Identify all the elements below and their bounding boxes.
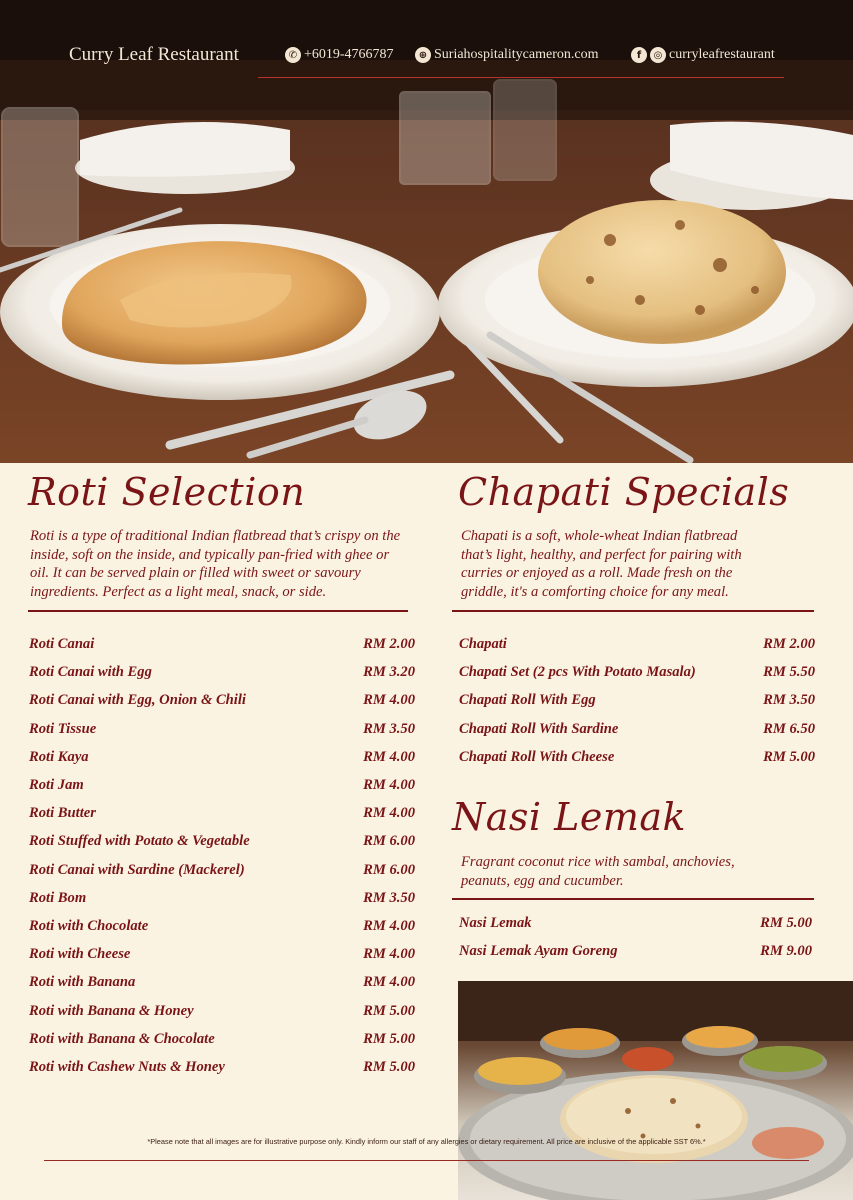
menu-item-name: Roti with Banana & Chocolate xyxy=(29,1030,215,1047)
header-divider xyxy=(258,77,784,78)
menu-item-row xyxy=(29,974,415,991)
menu-item-name: Chapati Roll With Egg xyxy=(459,692,596,709)
site-header xyxy=(0,0,853,86)
nasi-lemak-divider xyxy=(452,898,814,900)
nasi-lemak-description-line: Fragrant coconut rice with sambal, anchovies, xyxy=(461,854,735,870)
menu-item-price: RM 4.00 xyxy=(363,946,415,963)
menu-item-price: RM 4.00 xyxy=(363,748,415,765)
menu-item-row xyxy=(459,943,812,960)
chapati-divider xyxy=(452,610,814,612)
menu-item-price: RM 5.00 xyxy=(363,1030,415,1047)
menu-item-price: RM 2.00 xyxy=(763,636,815,652)
menu-item-row xyxy=(459,915,812,932)
menu-item-price: RM 6.00 xyxy=(363,861,415,878)
menu-item-row xyxy=(29,833,415,850)
website-url: Suriahospitalitycameron.com xyxy=(434,47,599,62)
menu-item-name: Roti with Banana & Honey xyxy=(29,1002,194,1019)
nasi-lemak-section-title: Nasi Lemak xyxy=(452,795,687,839)
menu-item-name: Chapati Set (2 pcs With Potato Masala) xyxy=(459,664,696,681)
menu-item-price: RM 4.00 xyxy=(363,777,415,793)
menu-item-price: RM 3.50 xyxy=(363,889,415,906)
menu-item-price: RM 3.20 xyxy=(363,664,415,681)
menu-item-name: Roti Stuffed with Potato & Vegetable xyxy=(29,833,250,850)
menu-item-name: Nasi Lemak xyxy=(459,915,532,931)
menu-item-name: Roti Canai with Egg, Onion & Chili xyxy=(29,692,246,709)
menu-item-name: Roti Canai with Sardine (Mackerel) xyxy=(29,861,245,878)
menu-item-row xyxy=(29,1059,415,1076)
thali-platter-illustration xyxy=(458,981,853,1200)
menu-item-row xyxy=(459,664,815,681)
menu-item-row xyxy=(29,664,415,681)
menu-item-row xyxy=(29,777,415,794)
menu-item-row xyxy=(29,890,415,907)
menu-item-name: Chapati Roll With Sardine xyxy=(459,720,619,737)
menu-item-price: RM 5.00 xyxy=(763,748,815,765)
facebook-icon[interactable]: f xyxy=(631,47,647,63)
menu-item-name: Nasi Lemak Ayam Goreng xyxy=(459,943,618,960)
roti-description-line: oil. It can be served plain or filled with sweet or savoury xyxy=(30,565,361,582)
menu-item-row xyxy=(29,946,415,963)
menu-item-row xyxy=(29,862,415,879)
roti-description-line: Roti is a type of traditional Indian flatbread that’s crispy on the xyxy=(30,528,401,544)
menu-item-price: RM 6.50 xyxy=(763,720,815,737)
menu-item-row xyxy=(29,636,415,653)
roti-description-line: ingredients. Perfect as a light meal, snack, or side. xyxy=(30,583,327,600)
whatsapp-icon: ✆ xyxy=(285,47,301,63)
instagram-icon[interactable]: ◎ xyxy=(650,47,666,63)
menu-item-price: RM 5.00 xyxy=(760,915,812,931)
menu-item-name: Roti with Cashew Nuts & Honey xyxy=(29,1059,225,1075)
roti-divider xyxy=(28,610,408,612)
website-contact[interactable] xyxy=(415,47,598,63)
menu-item-row xyxy=(29,1003,415,1020)
menu-item-name: Roti Canai with Egg xyxy=(29,664,152,681)
chapati-section-title: Chapati Specials xyxy=(458,470,790,514)
menu-item-row xyxy=(29,918,415,935)
menu-item-name: Chapati xyxy=(459,636,507,652)
menu-item-name: Roti Butter xyxy=(29,805,96,822)
menu-item-row xyxy=(29,1031,415,1048)
menu-item-name: Roti Bom xyxy=(29,889,87,906)
chapati-description-line: griddle, it's a comforting choice for any meal. xyxy=(461,583,729,600)
menu-item-price: RM 5.00 xyxy=(363,1059,415,1075)
social-contact[interactable] xyxy=(631,47,775,63)
menu-item-price: RM 2.00 xyxy=(363,636,415,652)
menu-item-row xyxy=(29,692,415,709)
menu-item-row xyxy=(29,721,415,738)
menu-item-price: RM 9.00 xyxy=(760,943,812,960)
menu-item-row xyxy=(459,692,815,709)
roti-description xyxy=(30,527,430,601)
menu-item-name: Roti Jam xyxy=(29,777,84,793)
restaurant-name: Curry Leaf Restaurant xyxy=(69,44,239,65)
nasi-lemak-description-line: peanuts, egg and cucumber. xyxy=(461,872,624,889)
chapati-description-line: that’s light, healthy, and perfect for pairing with xyxy=(461,546,742,563)
hero-photo xyxy=(0,0,853,463)
globe-icon: ⊕ xyxy=(415,47,431,63)
chapati-description-line: Chapati is a soft, whole-wheat Indian flatbread xyxy=(461,528,738,544)
menu-item-price: RM 4.00 xyxy=(363,805,415,822)
nasi-lemak-description xyxy=(461,853,801,890)
phone-number: +6019-4766787 xyxy=(304,47,394,62)
menu-item-row xyxy=(459,721,815,738)
menu-item-price: RM 4.00 xyxy=(363,918,415,934)
footer-divider xyxy=(44,1160,809,1161)
disclaimer-text: *Please note that all images are for illustrative purpose only. Kindly inform our staff of any allergies or dietary requirement. All price are inclusive of the applicable SST 6%.* xyxy=(147,1137,706,1146)
menu-item-row xyxy=(459,636,815,653)
chapati-description-line: curries or enjoyed as a roll. Made fresh on the xyxy=(461,565,733,582)
menu-item-price: RM 3.50 xyxy=(763,692,815,709)
menu-item-price: RM 4.00 xyxy=(363,692,415,709)
menu-item-row xyxy=(29,749,415,766)
menu-item-row xyxy=(459,749,815,766)
menu-item-name: Roti with Banana xyxy=(29,974,136,991)
menu-item-name: Roti with Chocolate xyxy=(29,918,149,934)
social-handle: curryleafrestaurant xyxy=(669,47,775,62)
menu-item-price: RM 5.50 xyxy=(763,664,815,681)
roti-description-line: inside, soft on the inside, and typically pan-fried with ghee or xyxy=(30,546,390,563)
phone-contact[interactable] xyxy=(285,47,394,63)
menu-item-price: RM 4.00 xyxy=(363,974,415,991)
menu-item-price: RM 6.00 xyxy=(363,833,415,850)
roti-section-title: Roti Selection xyxy=(28,470,306,514)
menu-item-name: Roti with Cheese xyxy=(29,946,131,963)
thali-photo xyxy=(458,981,853,1200)
chapati-description xyxy=(461,527,801,601)
menu-item-name: Chapati Roll With Cheese xyxy=(459,748,615,765)
menu-item-name: Roti Kaya xyxy=(29,748,89,765)
menu-item-price: RM 3.50 xyxy=(363,720,415,737)
menu-item-row xyxy=(29,805,415,822)
menu-item-name: Roti Tissue xyxy=(29,720,97,737)
menu-item-name: Roti Canai xyxy=(29,636,95,652)
menu-item-price: RM 5.00 xyxy=(363,1002,415,1019)
